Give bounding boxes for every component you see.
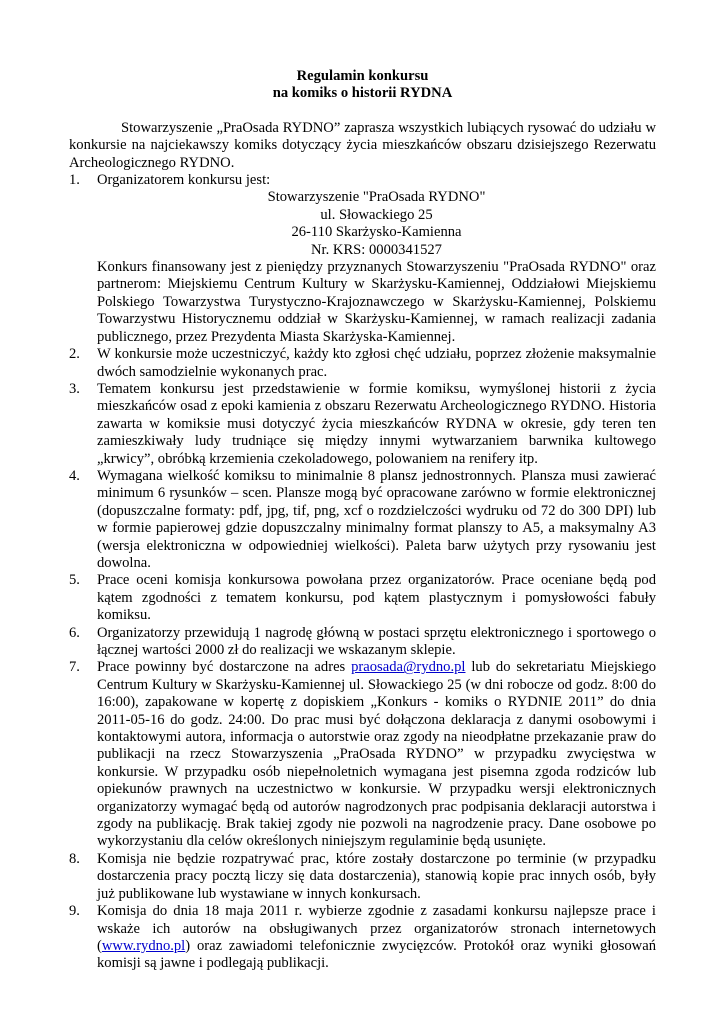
- rule-item-7: [69, 659, 656, 850]
- rule-number-5: 5.: [69, 572, 80, 589]
- email-link[interactable]: praosada@rydno.pl: [351, 659, 466, 676]
- funding-paragraph: Konkurs finansowany jest z pieniędzy przyznanych Stowarzyszeniu "PraOsada RYDNO" oraz partnerom: Miejskiemu Centrum Kultury w Skarżysku-Kamiennej, Oddziałowi Miejskiemu Polskiego Towarzystwa Turystyczno-Krajoznawczego w Skarżysku-Kamiennej, Polskiemu Towarzystwu Historycznemu oddział w Skarżysku-Kamiennej, w ramach realizacji zadania publicznego, przez Prezydenta Miasta Skarżyska-Kamiennej.: [97, 259, 656, 345]
- rule-text-6: Organizatorzy przewidują 1 nagrodę główną w postaci sprzętu elektronicznego i sportowego o łącznej wartości 2000 zł do realizacji we wskazanym sklepie.: [97, 624, 656, 658]
- rule-text-2: W konkursie może uczestniczyć, każdy kto zgłosi chęć udziału, poprzez złożenie maksymalnie dwóch samodzielnie wykonanych prac.: [97, 346, 656, 380]
- rule-number-7: 7.: [69, 659, 80, 676]
- rule-item-9: [69, 903, 656, 973]
- organizer-street: ul. Słowackiego 25: [320, 206, 433, 223]
- rule-item-8: [69, 851, 656, 903]
- rule-item-3: [69, 381, 656, 468]
- document-page: [69, 68, 656, 973]
- rule-item-4: [69, 468, 656, 572]
- rule-number-9: 9.: [69, 903, 80, 920]
- rule-number-3: 3.: [69, 380, 80, 397]
- rule-number-8: 8.: [69, 850, 80, 867]
- organizer-city: 26-110 Skarżysko-Kamienna: [291, 224, 462, 241]
- rule-item-1: [69, 172, 656, 346]
- website-link[interactable]: www.rydno.pl: [101, 937, 186, 954]
- rule-text-7-after: lub do sekretariatu Miejskiego Centrum Kultury w Skarżysku-Kamiennej ul. Słowackiego 25 (w dni robocze od godz. 8:00 do 16:00), zapakowane w kopertę z dopiskiem „Konkurs - komiks o RYDNIE 2011” do dnia 2011-05-16 do godz. 24:00. Do prac musi być dołączona deklaracja z danymi osobowymi i kontaktowymi autora, informacja o autorstwie oraz zgody na nieodpłatne przekazanie praw do publikacji na rzecz Stowarzyszenia „PraOsada RYDNO” w przypadku zwycięstwa w konkursie. W przypadku osób niepełnoletnich wymagana jest pisemna zgoda rodziców lub opiekunów prawnych na uczestnictwo w konkursie. W przypadku wersji elektronicznych organizatorzy wymagać będą od autorów nagrodzonych prac podpisania deklaracji autorstwa i zgody na publikację. Brak takiej zgody nie pozwoli na nagrodzenie pracy. Dane osobowe po wykorzystaniu dla celów określonych niniejszym regulaminie będą usunięte.: [97, 659, 656, 850]
- rule-number-2: 2.: [69, 346, 80, 363]
- rule-text-5: Prace oceni komisja konkursowa powołana przez organizatorów. Prace oceniane będą pod kątem zgodności z tematem konkursu, pod kątem plastycznym i pomysłowości fabuły komiksu.: [97, 572, 656, 624]
- rule-number-4: 4.: [69, 467, 80, 484]
- document-title-line-1: Regulamin konkursu: [296, 68, 429, 84]
- rule-text-4: Wymagana wielkość komiksu to minimalnie 8 plansz jednostronnych. Plansza musi zawierać minimum 6 rysunków – scen. Plansze mogą być opracowane zarówno w formie elektronicznej (dopuszczalne formaty: pdf, jpg, tif, png, xcf o rozdzielczości wydruku od 72 do 300 DPI) lub w formie papierowej gdzie dopuszczalny minimalny format planszy to A5, a maksymalny A3 (wersja elektroniczna w odpowiedniej wielkości). Paleta barw użytych przy rysowaniu jest dowolna.: [97, 467, 656, 571]
- rule-text-1: Organizatorem konkursu jest:: [97, 172, 271, 189]
- rule-text-8: Komisja nie będzie rozpatrywać prac, które zostały dostarczone po terminie (w przypadku dostarczenia pracy pocztą liczy się data dostarczenia), stanowią kopie prac innych osób, były już publikowane lub wystawiane w innych konkursach.: [97, 850, 656, 902]
- document-title-line-2: na komiks o historii RYDNA: [272, 85, 453, 102]
- rule-item-6: [69, 625, 656, 660]
- intro-paragraph: Stowarzyszenie „PraOsada RYDNO” zaprasza wszystkich lubiących rysować do udziału w konkursie na najciekawszy komiks dotyczący życia mieszkańców obszaru dzisiejszego Rezerwatu Archeologicznego RYDNO.: [69, 119, 656, 171]
- rule-item-5: [69, 572, 656, 624]
- rule-item-2: [69, 346, 656, 381]
- rule-number-1: 1.: [69, 172, 80, 189]
- rule-number-6: 6.: [69, 624, 80, 641]
- organizer-krs: Nr. KRS: 0000341527: [311, 241, 442, 258]
- rules-list: [69, 172, 656, 973]
- rule-text-3: Tematem konkursu jest przedstawienie w formie komiksu, wymyślonej historii z życia mieszkańców osad z epoki kamienia z obszaru Rezerwatu Archeologicznego RYDNO. Historia zawarta w komiksie musi dotyczyć życia mieszkańców RYDNA w okresie, gdy teren ten zamieszkiwały ludy trudniące się między innymi wytwarzaniem barwnika kultowego „krwicy”, obróbką krzemienia czekoladowego, polowaniem na renifery itp.: [97, 380, 656, 467]
- rule-text-9-before: Komisja do dnia 18 maja 2011 r. wybierze zgodnie z zasadami konkursu najlepsze prace i wskaże ich autorów na obsługiwanych przez organizatorów stronach internetowych (: [97, 903, 656, 954]
- rule-text-9-after: ) oraz zawiadomi telefonicznie zwycięzców. Protokół oraz wyniki głosowań komisji są jawne i podlegają publikacji.: [97, 937, 656, 972]
- organizer-name: Stowarzyszenie "PraOsada RYDNO": [267, 189, 486, 206]
- rule-text-7-before: Prace powinny być dostarczone na adres: [97, 659, 352, 676]
